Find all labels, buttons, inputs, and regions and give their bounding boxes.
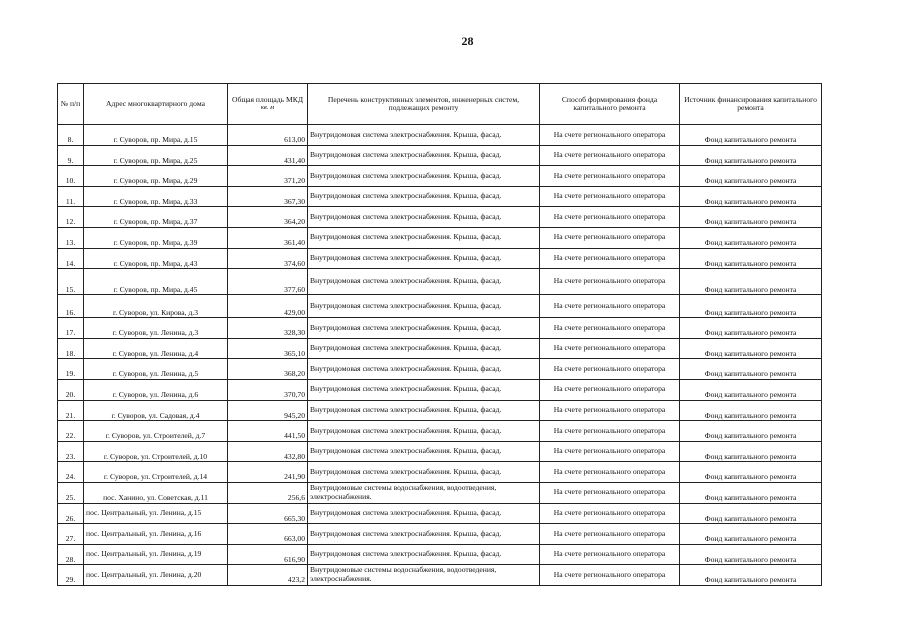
row-address: пос. Центральный, ул. Ленина, д.15	[84, 503, 228, 524]
row-address: г. Суворов, ул. Ленина, д.4	[84, 338, 228, 359]
row-method: На счете регионального оператора	[540, 227, 680, 248]
row-area: 432,80	[228, 441, 308, 462]
row-elements: Внутридомовая система электроснабжения. Крыша, фасад.	[308, 295, 540, 318]
row-method: На счете регионального оператора	[540, 207, 680, 228]
row-elements: Внутридомовая система электроснабжения. Крыша, фасад.	[308, 421, 540, 442]
row-num: 29.	[58, 565, 84, 586]
row-elements: Внутридомовая система электроснабжения. Крыша, фасад.	[308, 400, 540, 421]
row-num: 28.	[58, 544, 84, 565]
row-method: На счете регионального оператора	[540, 166, 680, 187]
header-area-label: Общая площадь МКД	[231, 94, 304, 104]
row-address: г. Суворов, пр. Мира, д.29	[84, 166, 228, 187]
row-elements: Внутридомовые системы водоснабжения, водоотведения, электроснабжения.	[308, 565, 540, 586]
table-row	[58, 269, 822, 295]
row-area: 374,60	[228, 248, 308, 269]
row-source: Фонд капитального ремонта	[680, 145, 822, 166]
row-num: 23.	[58, 441, 84, 462]
row-elements: Внутридомовая система электроснабжения. Крыша, фасад.	[308, 166, 540, 187]
row-source: Фонд капитального ремонта	[680, 544, 822, 565]
row-address: г. Суворов, пр. Мира, д.39	[84, 227, 228, 248]
row-area: 663,00	[228, 524, 308, 545]
table-row	[58, 379, 822, 400]
row-num: 17.	[58, 318, 84, 339]
row-elements: Внутридомовая система электроснабжения. Крыша, фасад.	[308, 359, 540, 380]
row-method: На счете регионального оператора	[540, 565, 680, 586]
row-source: Фонд капитального ремонта	[680, 269, 822, 295]
row-num: 21.	[58, 400, 84, 421]
row-elements: Внутридомовая система электроснабжения. Крыша, фасад.	[308, 269, 540, 295]
header-elements: Перечень конструктивных элементов, инженерных систем, подлежащих ремонту	[308, 84, 540, 125]
table-row	[58, 400, 822, 421]
row-area: 368,20	[228, 359, 308, 380]
table-row	[58, 441, 822, 462]
row-elements: Внутридомовая система электроснабжения. Крыша, фасад.	[308, 186, 540, 207]
row-elements: Внутридомовая система электроснабжения. Крыша, фасад.	[308, 441, 540, 462]
row-num: 20.	[58, 379, 84, 400]
row-area: 423,2	[228, 565, 308, 586]
row-elements: Внутридомовая система электроснабжения. Крыша, фасад.	[308, 248, 540, 269]
table-row	[58, 421, 822, 442]
row-elements: Внутридомовые системы водоснабжения, водоотведения, электроснабжения.	[308, 482, 540, 503]
row-method: На счете регионального оператора	[540, 269, 680, 295]
row-method: На счете регионального оператора	[540, 421, 680, 442]
table-row	[58, 524, 822, 545]
table-row	[58, 503, 822, 524]
row-address: г. Суворов, пр. Мира, д.43	[84, 248, 228, 269]
row-source: Фонд капитального ремонта	[680, 421, 822, 442]
table-row	[58, 359, 822, 380]
row-source: Фонд капитального ремонта	[680, 227, 822, 248]
table-row	[58, 295, 822, 318]
row-elements: Внутридомовая система электроснабжения. Крыша, фасад.	[308, 145, 540, 166]
row-num: 25.	[58, 482, 84, 503]
row-source: Фонд капитального ремонта	[680, 441, 822, 462]
table-row	[58, 318, 822, 339]
row-area: 616,90	[228, 544, 308, 565]
row-num: 27.	[58, 524, 84, 545]
row-num: 12.	[58, 207, 84, 228]
row-area: 361,40	[228, 227, 308, 248]
row-address: г. Суворов, ул. Садовая, д.4	[84, 400, 228, 421]
row-method: На счете регионального оператора	[540, 125, 680, 146]
row-source: Фонд капитального ремонта	[680, 400, 822, 421]
row-elements: Внутридомовая система электроснабжения. Крыша, фасад.	[308, 125, 540, 146]
row-area: 613,00	[228, 125, 308, 146]
table-row	[58, 125, 822, 146]
row-source: Фонд капитального ремонта	[680, 125, 822, 146]
row-address: пос. Центральный, ул. Ленина, д.19	[84, 544, 228, 565]
row-address: г. Суворов, ул. Ленина, д.5	[84, 359, 228, 380]
row-address: г. Суворов, ул. Строителей, д.7	[84, 421, 228, 442]
row-elements: Внутридомовая система электроснабжения. Крыша, фасад.	[308, 338, 540, 359]
row-num: 9.	[58, 145, 84, 166]
row-num: 14.	[58, 248, 84, 269]
row-address: г. Суворов, ул. Ленина, д.6	[84, 379, 228, 400]
row-method: На счете регионального оператора	[540, 524, 680, 545]
row-address: пос. Центральный, ул. Ленина, д.16	[84, 524, 228, 545]
row-method: На счете регионального оператора	[540, 400, 680, 421]
row-elements: Внутридомовая система электроснабжения. Крыша, фасад.	[308, 318, 540, 339]
row-area: 371,20	[228, 166, 308, 187]
row-address: пос. Ханино, ул. Советская, д.11	[84, 482, 228, 503]
row-elements: Внутридомовая система электроснабжения. Крыша, фасад.	[308, 503, 540, 524]
table-row	[58, 166, 822, 187]
row-area: 365,10	[228, 338, 308, 359]
header-source: Источник финансирования капитального ремонта	[680, 84, 822, 125]
table-row	[58, 145, 822, 166]
row-num: 10.	[58, 166, 84, 187]
row-source: Фонд капитального ремонта	[680, 166, 822, 187]
header-method: Способ формирования фонда капитального ремонта	[540, 84, 680, 125]
row-source: Фонд капитального ремонта	[680, 186, 822, 207]
row-num: 18.	[58, 338, 84, 359]
row-address: г. Суворов, пр. Мира, д.45	[84, 269, 228, 295]
row-source: Фонд капитального ремонта	[680, 482, 822, 503]
header-area-unit: кв. м	[260, 104, 275, 111]
row-elements: Внутридомовая система электроснабжения. Крыша, фасад.	[308, 462, 540, 483]
row-source: Фонд капитального ремонта	[680, 379, 822, 400]
table-row	[58, 186, 822, 207]
row-method: На счете регионального оператора	[540, 338, 680, 359]
row-elements: Внутридомовая система электроснабжения. Крыша, фасад.	[308, 524, 540, 545]
row-address: пос. Центральный, ул. Ленина, д.20	[84, 565, 228, 586]
row-address: г. Суворов, пр. Мира, д.15	[84, 125, 228, 146]
row-address: г. Суворов, пр. Мира, д.37	[84, 207, 228, 228]
table-row	[58, 565, 822, 586]
row-elements: Внутридомовая система электроснабжения. Крыша, фасад.	[308, 207, 540, 228]
row-method: На счете регионального оператора	[540, 503, 680, 524]
row-method: На счете регионального оператора	[540, 186, 680, 207]
row-area: 665,30	[228, 503, 308, 524]
row-elements: Внутридомовая система электроснабжения. Крыша, фасад.	[308, 544, 540, 565]
row-source: Фонд капитального ремонта	[680, 207, 822, 228]
table-row	[58, 462, 822, 483]
header-area	[228, 84, 308, 125]
row-num: 8.	[58, 125, 84, 146]
row-method: На счете регионального оператора	[540, 145, 680, 166]
page-number: 28	[461, 34, 474, 48]
row-area: 431,40	[228, 145, 308, 166]
row-area: 377,60	[228, 269, 308, 295]
header-num: № п/п	[58, 84, 84, 125]
row-method: На счете регионального оператора	[540, 482, 680, 503]
row-source: Фонд капитального ремонта	[680, 295, 822, 318]
row-method: На счете регионального оператора	[540, 462, 680, 483]
row-num: 26.	[58, 503, 84, 524]
row-source: Фонд капитального ремонта	[680, 503, 822, 524]
row-address: г. Суворов, ул. Ленина, д.3	[84, 318, 228, 339]
row-area: 370,70	[228, 379, 308, 400]
table-row	[58, 544, 822, 565]
row-method: На счете регионального оператора	[540, 318, 680, 339]
row-area: 364,20	[228, 207, 308, 228]
row-source: Фонд капитального ремонта	[680, 565, 822, 586]
row-num: 13.	[58, 227, 84, 248]
row-area: 241,90	[228, 462, 308, 483]
row-area: 429,00	[228, 295, 308, 318]
row-method: На счете регионального оператора	[540, 441, 680, 462]
row-source: Фонд капитального ремонта	[680, 248, 822, 269]
row-num: 19.	[58, 359, 84, 380]
row-area: 256,6	[228, 482, 308, 503]
row-source: Фонд капитального ремонта	[680, 462, 822, 483]
header-address: Адрес многоквартирного дома	[84, 84, 228, 125]
row-num: 15.	[58, 269, 84, 295]
row-source: Фонд капитального ремонта	[680, 338, 822, 359]
table-header-row	[58, 84, 822, 125]
row-method: На счете регионального оператора	[540, 295, 680, 318]
row-method: На счете регионального оператора	[540, 248, 680, 269]
row-area: 441,50	[228, 421, 308, 442]
row-source: Фонд капитального ремонта	[680, 318, 822, 339]
row-area: 328,30	[228, 318, 308, 339]
row-num: 22.	[58, 421, 84, 442]
row-source: Фонд капитального ремонта	[680, 359, 822, 380]
table-row	[58, 207, 822, 228]
row-address: г. Суворов, ул. Строителей, д.10	[84, 441, 228, 462]
row-address: г. Суворов, ул. Кирова, д.3	[84, 295, 228, 318]
table-row	[58, 482, 822, 503]
table-row	[58, 338, 822, 359]
row-elements: Внутридомовая система электроснабжения. Крыша, фасад.	[308, 227, 540, 248]
row-area: 945,20	[228, 400, 308, 421]
row-method: На счете регионального оператора	[540, 379, 680, 400]
row-source: Фонд капитального ремонта	[680, 524, 822, 545]
row-method: На счете регионального оператора	[540, 544, 680, 565]
row-area: 367,30	[228, 186, 308, 207]
row-num: 11.	[58, 186, 84, 207]
table-row	[58, 227, 822, 248]
row-address: г. Суворов, ул. Строителей, д.14	[84, 462, 228, 483]
row-elements: Внутридомовая система электроснабжения. Крыша, фасад.	[308, 379, 540, 400]
capital-repair-table	[57, 83, 822, 586]
row-num: 24.	[58, 462, 84, 483]
row-num: 16.	[58, 295, 84, 318]
row-method: На счете регионального оператора	[540, 359, 680, 380]
row-address: г. Суворов, пр. Мира, д.33	[84, 186, 228, 207]
row-address: г. Суворов, пр. Мира, д.25	[84, 145, 228, 166]
table-row	[58, 248, 822, 269]
